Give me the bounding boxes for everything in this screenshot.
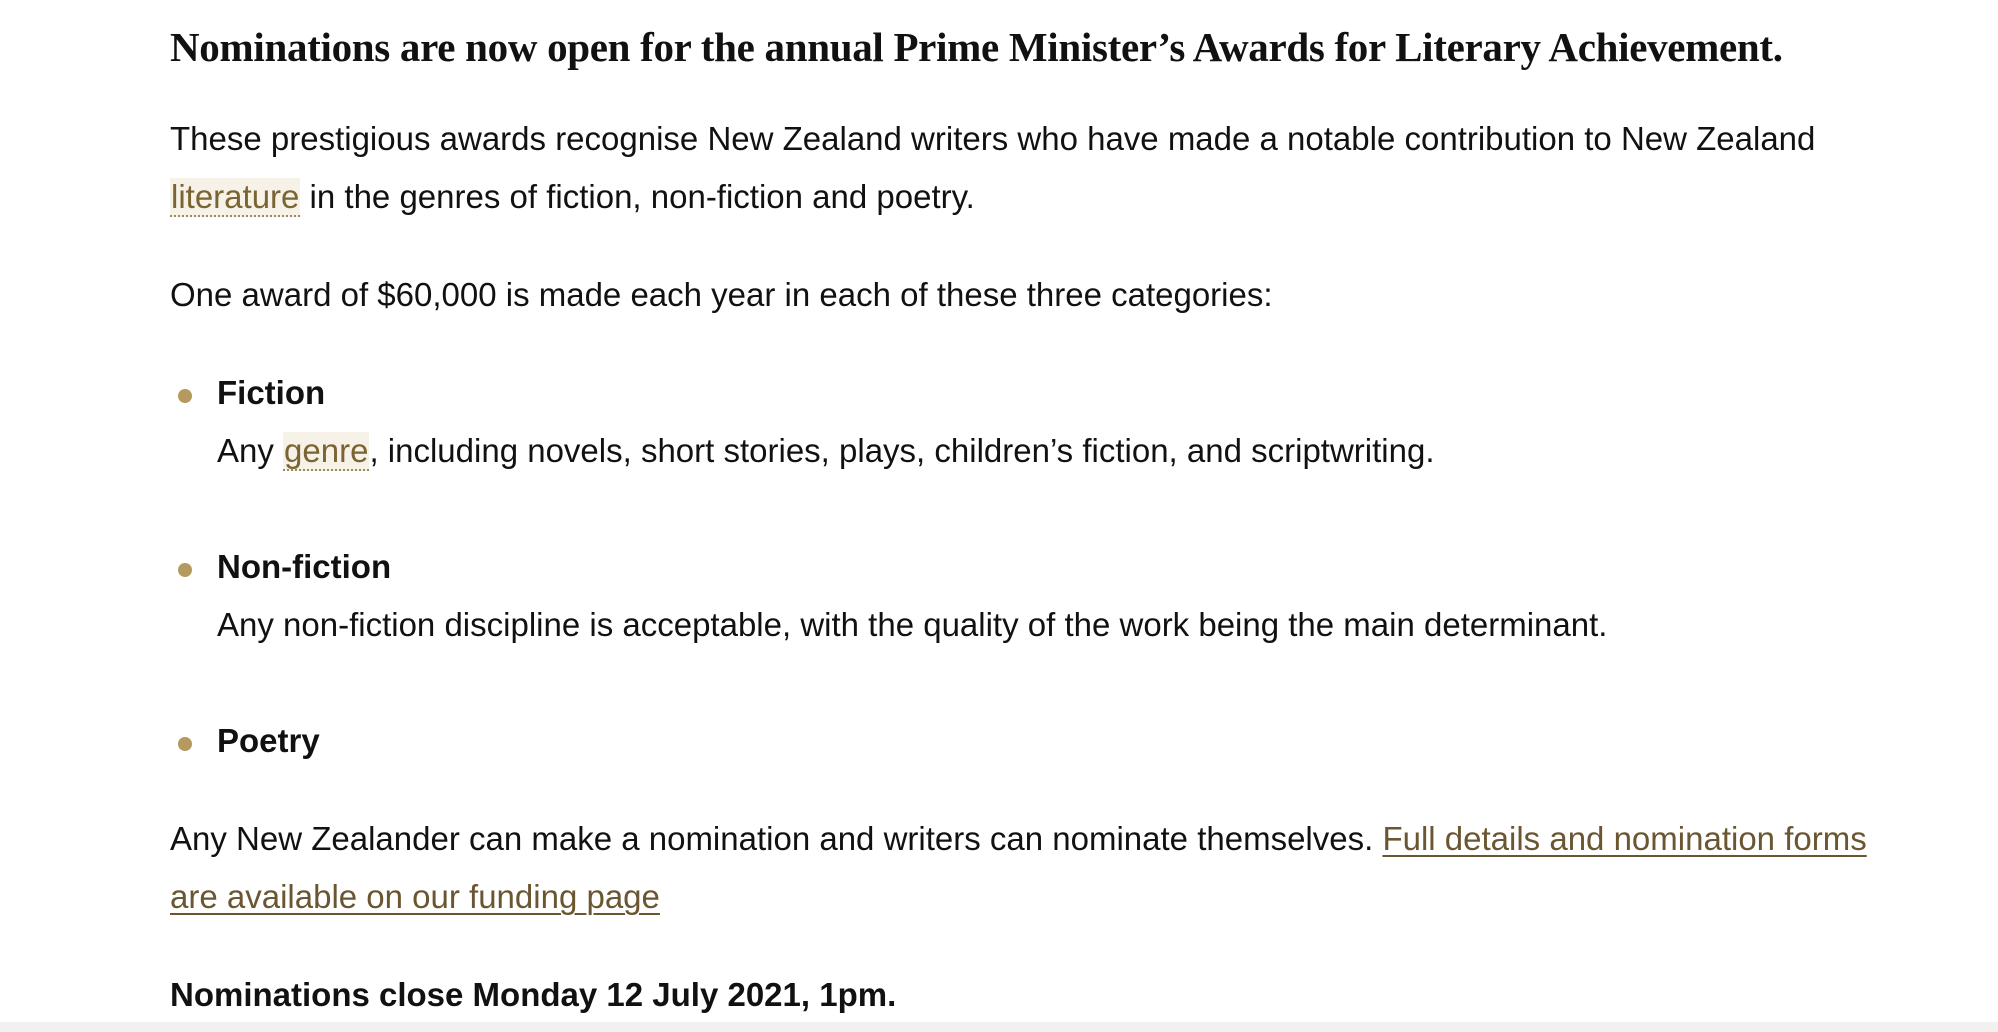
bullet-icon <box>178 389 192 403</box>
article-body <box>170 0 1910 1024</box>
category-item-non-fiction <box>170 538 1910 654</box>
nomination-paragraph <box>170 810 1910 926</box>
glossary-link-literature[interactable]: literature <box>171 178 300 215</box>
intro-text-before: These prestigious awards recognise New Zealand writers who have made a notable contribution to New Zealand <box>170 120 1816 157</box>
category-desc-after: , including novels, short stories, plays, children’s fiction, and scriptwriting. <box>369 432 1435 469</box>
intro-text-after: in the genres of fiction, non-fiction and poetry. <box>300 178 975 215</box>
glossary-link-genre[interactable]: genre <box>284 432 369 469</box>
category-description <box>217 422 1910 480</box>
lead-heading: Nominations are now open for the annual Prime Minister’s Awards for Literary Achievement. <box>170 24 1783 70</box>
page-footer-strip <box>0 1022 1998 1032</box>
category-list <box>170 364 1910 770</box>
category-desc-before: Any <box>217 432 284 469</box>
category-name: Fiction <box>217 374 326 411</box>
bullet-icon <box>178 563 192 577</box>
bullet-icon <box>178 737 192 751</box>
category-name: Poetry <box>217 722 320 759</box>
award-paragraph: One award of $60,000 is made each year in each of these three categories: <box>170 276 1273 313</box>
intro-paragraph <box>170 110 1910 226</box>
category-description: Any non-fiction discipline is acceptable, with the quality of the work being the main determinant. <box>217 606 1608 643</box>
closing-date: Nominations close Monday 12 July 2021, 1pm. <box>170 976 897 1013</box>
category-name: Non-fiction <box>217 548 392 585</box>
nomination-text: Any New Zealander can make a nomination and writers can nominate themselves. <box>170 820 1383 857</box>
category-item-poetry <box>170 712 1910 770</box>
funding-page-link[interactable]: Full details and nomination forms are available on our funding page <box>170 820 1867 915</box>
category-item-fiction <box>170 364 1910 480</box>
